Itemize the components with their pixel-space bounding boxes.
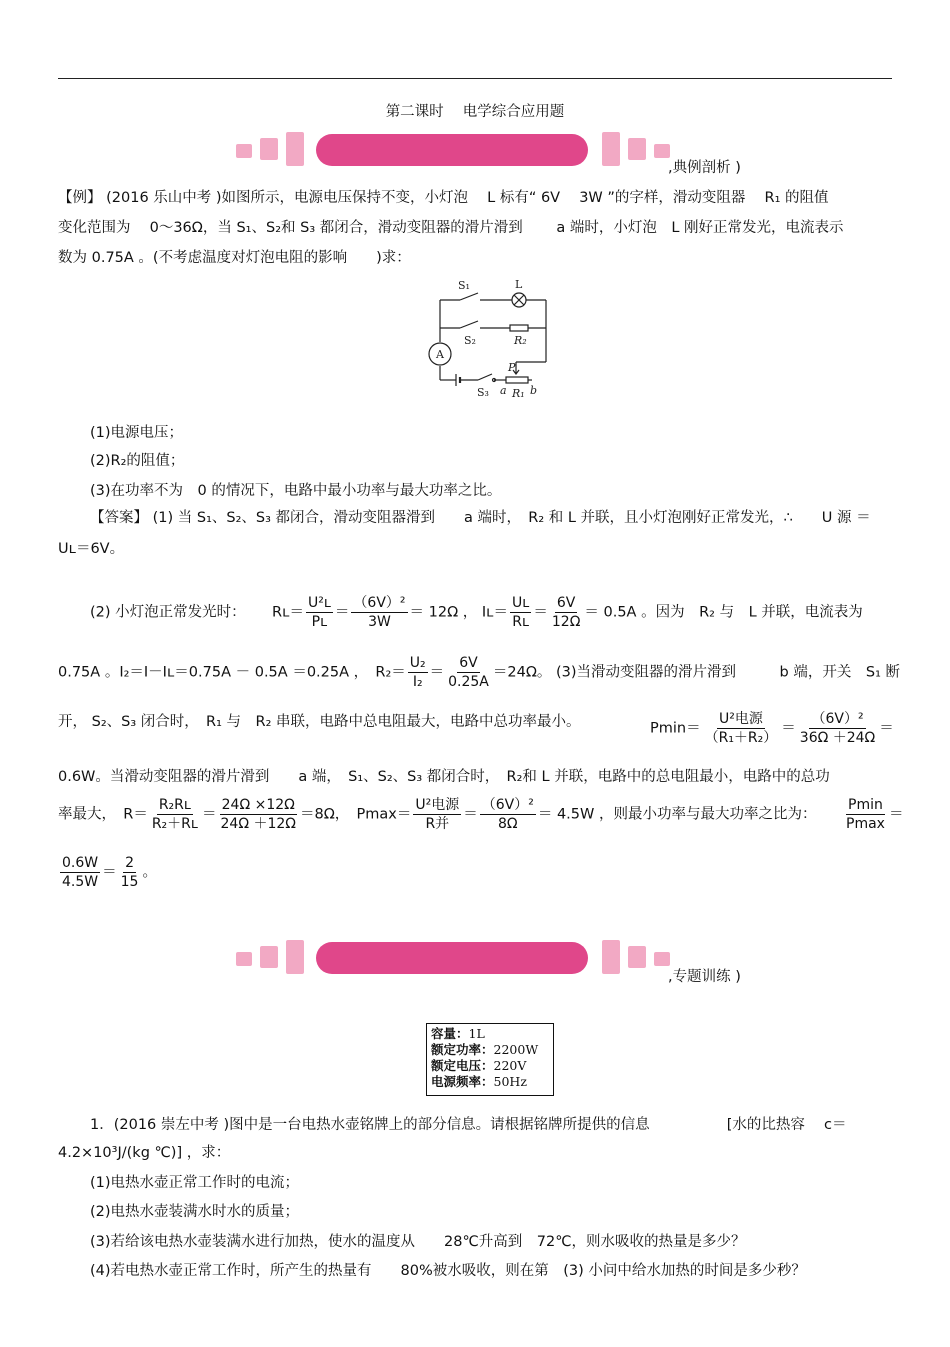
question-3: (3)在功率不为 0 的情况下，电路中最小功率与最大功率之比。 [90, 483, 502, 499]
label-s2: S₂ [464, 334, 476, 347]
circuit-diagram [420, 276, 560, 406]
kettle-nameplate: 容量：1L 额定功率：2200W 额定电压：220V 电源频率：50Hz [426, 1023, 554, 1096]
banner-label-example: ,典例剖析 ) [668, 160, 741, 176]
example-line-3: 数为 0.75A 。(不考虑温度对灯泡电阻的影响 )求： [58, 250, 411, 266]
example-line-1: 【例】 (2016 乐山中考 )如图所示，电源电压保持不变，小灯泡 L 标有“ 6V 3W ”的字样，滑动变阻器 R₁ 的阻值 [58, 190, 829, 206]
top-rule [58, 78, 892, 79]
exercise-1-question-2: (2)电热水壶装满水时水的质量； [90, 1204, 300, 1220]
answer-line-6: 0.6W。当滑动变阻器的滑片滑到 a 端， S₁、S₂、S₃ 都闭合时， R₂和 L 并联，电路中的总电阻最小，电路中的总功 [58, 769, 830, 785]
answer-line-7: 率最大， R＝ $\frac{\text{R₂Rʟ}}{\text{R₂＋Rʟ}}$ ＝ $\frac{24\Omega \times 12\Omega}{24\Omega +12\Omega}$ ＝8Ω， Pmax＝ $\frac{\text{U²电源}}{\text{R并}}$ ＝ $\frac{\text{（6V）²}}{8\Omega}$ ＝ 4.5W ，则最小功率与最大功率之比为： [58, 797, 817, 832]
label-r2: R₂ [514, 334, 527, 347]
label-s3: S₃ [477, 386, 489, 399]
question-1: (1)电源电压； [90, 425, 184, 441]
answer-line-8: $\frac{0.6W}{4.5W}$ ＝ $\frac{2}{15}$ 。 [62, 855, 157, 890]
exercise-1-line-1: 1．(2016 崇左中考 )图中是一台电热水壶铭牌上的部分信息。请根据铭牌所提供的信息 [水的比热容 c＝ [90, 1117, 847, 1133]
answer-line-3: (2) 小灯泡正常发光时： Rʟ＝ $\frac{\text{U²ʟ}}{\text{Pʟ}}$ ＝ $\frac{\text{（6V）²}}{3W}$ ＝ 12Ω ， Iʟ＝ $\frac{\text{Uʟ}}{\text{Rʟ}}$ ＝ $\frac{6V}{12\Omega}$ ＝ 0.5A 。因为 R₂ 与 L 并联，电流表为 [90, 595, 863, 630]
section-banner-training [236, 938, 676, 978]
example-line-2: 变化范围为 0～36Ω，当 S₁、S₂和 S₃ 都闭合，滑动变阻器的滑片滑到 a 端时，小灯泡 L 刚好正常发光，电流表示 [58, 220, 844, 236]
label-b: b [530, 384, 538, 397]
exercise-1-question-4: (4)若电热水壶正常工作时，所产生的热量有 80%被水吸收，则在第 (3) 小问中给水加热的时间是多少秒？ [90, 1263, 806, 1279]
answer-line-5: 开， S₂、S₃ 闭合时， R₁ 与 R₂ 串联，电路中总电阻最大，电路中总功率最小。 [58, 714, 581, 730]
exercise-1-line-2: 4.2×10³J/(kg ℃)] ，求： [58, 1145, 231, 1161]
label-p: P [508, 361, 516, 374]
question-2: (2)R₂的阻值； [90, 453, 185, 469]
ammeter-label: A [436, 348, 444, 361]
exercise-1-question-3: (3)若给该电热水壶装满水进行加热，使水的温度从 28℃升高到 72℃，则水吸收的热量是多少？ [90, 1234, 746, 1250]
label-l: L [515, 278, 523, 291]
exercise-1-question-1: (1)电热水壶正常工作时的电流； [90, 1175, 300, 1191]
section-banner-example [236, 130, 676, 170]
answer-line-1: 【答案】 (1) 当 S₁、S₂、S₃ 都闭合，滑动变阻器滑到 a 端时， R₂ 和 L 并联，且小灯泡刚好正常发光，∴ U 源 ＝ [90, 510, 871, 526]
answer-line-2: Uʟ＝6V。 [58, 541, 125, 557]
answer-line-4: 0.75A 。I₂＝I－Iʟ＝0.75A － 0.5A ＝0.25A ， R₂＝ $\frac{\text{U₂}}{\text{I₂}}$ ＝ $\frac{6V}{0.25A}$ ＝24Ω。 (3)当滑动变阻器的滑片滑到 b 端，开关 S₁ 断 [58, 655, 900, 690]
power-ratio-fraction: $\frac{Pmin}{Pmax}$ ＝ [846, 797, 904, 832]
label-a: a [500, 384, 507, 397]
label-s1: S₁ [458, 279, 470, 292]
page-title: 第二课时 电学综合应用题 [385, 104, 565, 120]
label-r1: R₁ [512, 387, 525, 400]
pmin-formula: Pmin＝ $\frac{\text{U²电源}}{\text{（R₁＋R₂）}}$ ＝ $\frac{\text{（6V）²}}{36\Omega +24\Omega}$ ＝ [650, 711, 894, 746]
banner-label-training: ,专题训练 ) [668, 969, 741, 985]
